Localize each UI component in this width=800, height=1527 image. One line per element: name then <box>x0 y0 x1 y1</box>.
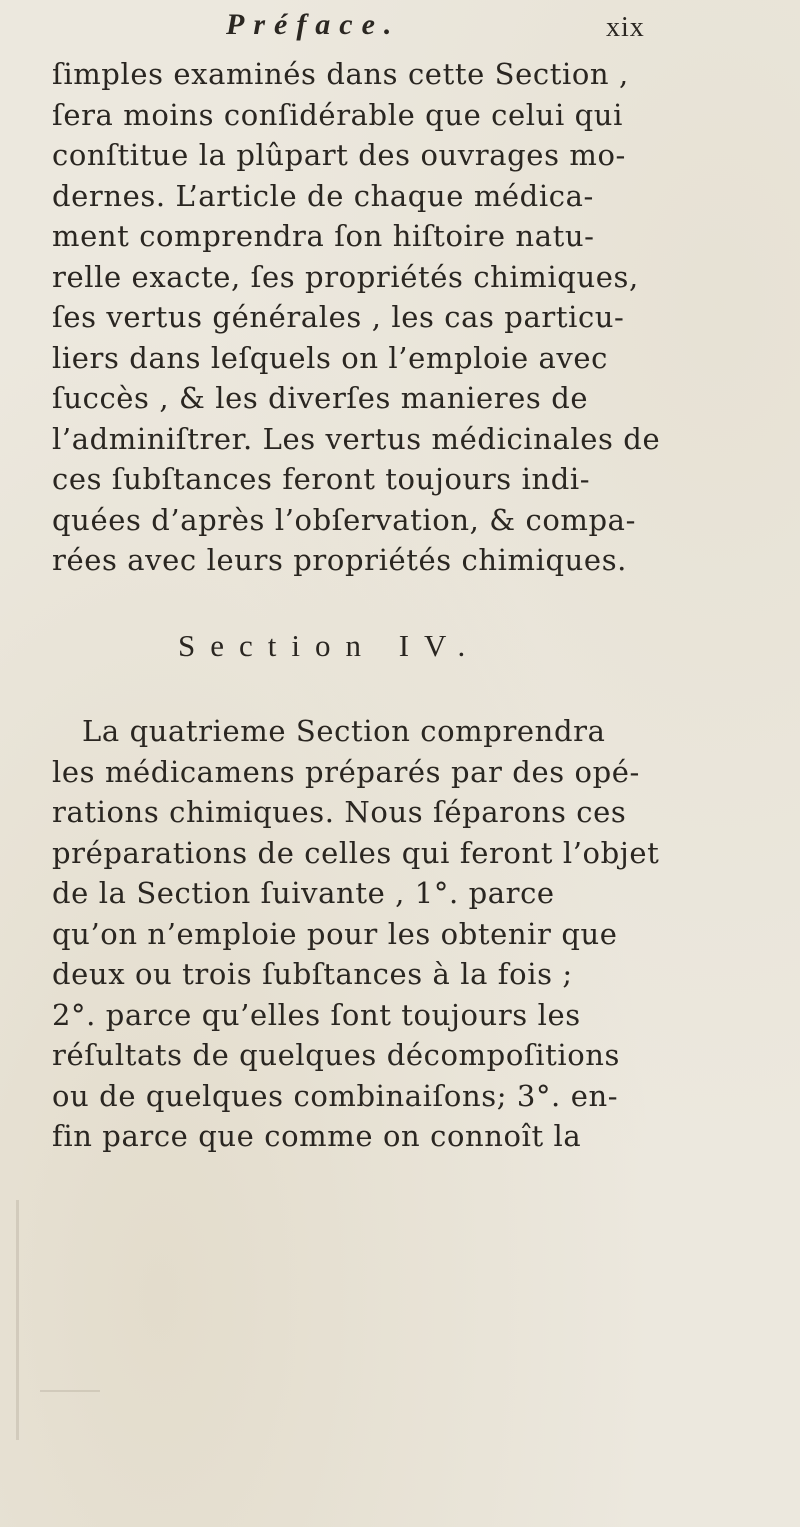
text-line: ſera moins conſidérable que celui qui <box>52 97 623 132</box>
text-line: La quatrieme Section comprendra <box>82 714 606 748</box>
text-line: rées avec leurs propriétés chimiques. <box>52 543 627 577</box>
paragraph-1 <box>52 54 757 581</box>
text-line: l’adminiſtrer. Les vertus médicinales de <box>52 421 661 456</box>
paper-blemish <box>16 1200 19 1440</box>
paragraph-2 <box>52 711 757 1157</box>
text-line: ſes vertus générales , les cas particu- <box>52 300 625 334</box>
text-line: deux ou trois ſubſtances à la fois ; <box>52 957 573 991</box>
running-head <box>226 8 686 48</box>
text-line: qu’on n’emploie pour les obtenir que <box>52 916 618 951</box>
text-line: dernes. L’article de chaque médica- <box>52 178 594 213</box>
text-line: 2°. parce qu’elles ſont toujours les <box>52 997 581 1032</box>
paper-blemish <box>40 1390 100 1392</box>
text-line: préparations de celles qui feront l’objet <box>52 835 660 870</box>
text-line: conſtitue la plûpart des ouvrages mo- <box>52 138 626 172</box>
text-line: ment comprendra ſon hiſtoire natu- <box>52 219 595 253</box>
text-line: de la Section ſuivante , 1°. parce <box>52 876 555 910</box>
page-number: xix <box>606 12 645 43</box>
text-line: relle exacte, ſes propriétés chimiques, <box>52 259 639 294</box>
text-line: ſuccès , & les diverſes manieres de <box>52 381 589 415</box>
text-line: les médicamens préparés par des opé- <box>52 754 640 789</box>
text-line: réſultats de quelques décompoſitions <box>52 1038 621 1072</box>
section-heading: Section IV. <box>178 628 481 663</box>
text-line: ſimples examinés dans cette Section , <box>52 57 629 91</box>
text-line: fin parce que comme on connoît la <box>52 1119 582 1153</box>
text-line: liers dans leſquels on l’emploie avec <box>52 340 608 375</box>
text-line: ces ſubſtances feront toujours indi- <box>52 462 591 496</box>
text-line: ou de quelques combinaiſons; 3°. en- <box>52 1078 619 1113</box>
running-title: Préface. <box>226 8 401 41</box>
text-line: rations chimiques. Nous ſéparons ces <box>52 795 627 829</box>
text-line: quées d’après l’obſervation, & compa- <box>52 502 636 537</box>
